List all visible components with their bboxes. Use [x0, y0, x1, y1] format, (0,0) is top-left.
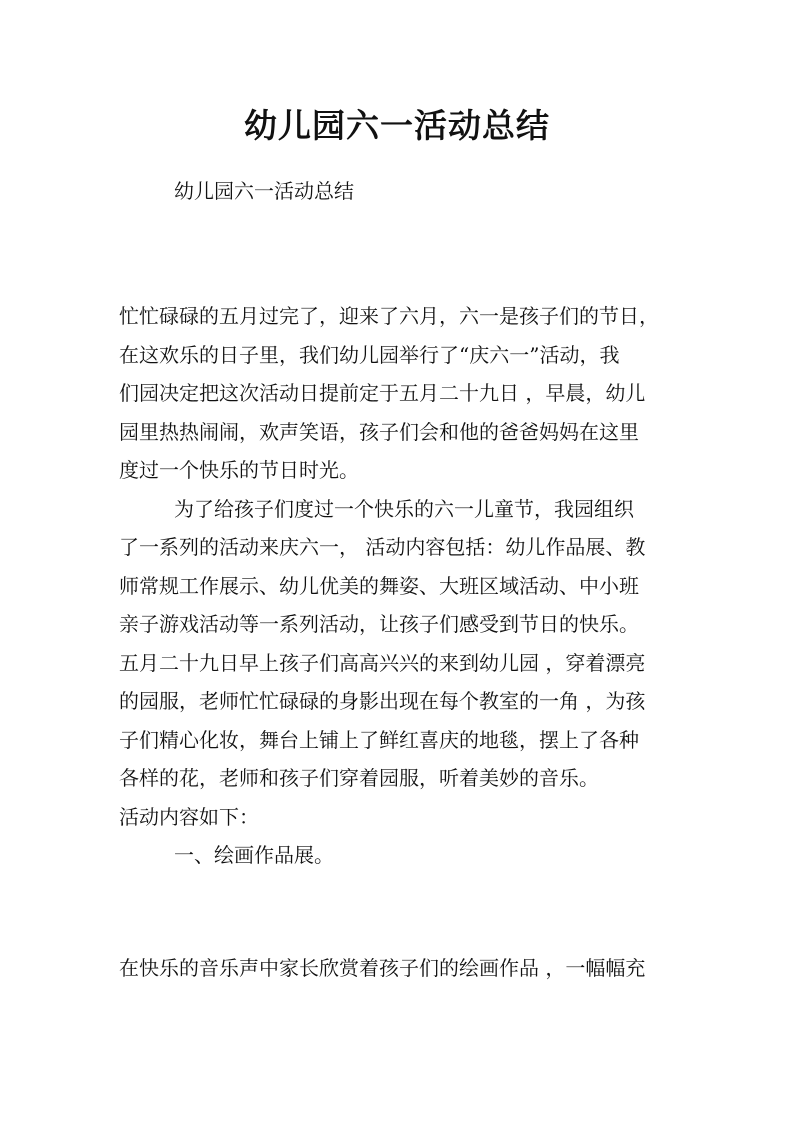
paragraph-line: 的园服，老师忙忙碌碌的身影出现在每个教室的一角 ，为孩 [119, 689, 646, 713]
paragraph-line: 园里热热闹闹，欢声笑语，孩子们会和他的爸爸妈妈在这里 [119, 419, 639, 444]
document-body [119, 297, 689, 987]
document-subtitle: 幼儿园六一活动总结 [174, 179, 354, 203]
paragraph-line: 度过一个快乐的节日时光。 [119, 458, 359, 482]
paragraph-line: 各样的花，老师和孩子们穿着园服，听着美妙的音乐。 [119, 766, 599, 790]
paragraph-line: 忙忙碌碌的五月过完了，迎来了六月，六一是孩子们的节日， [119, 304, 659, 328]
paragraph-line: 活动内容如下： [119, 804, 259, 829]
paragraph-line: 在快乐的音乐声中家长欣赏着孩子们的绘画作品 ，一幅幅充 [119, 955, 646, 980]
paragraph-line: 子们精心化妆，舞台上铺上了鲜红喜庆的地毯，摆上了各种 [119, 727, 639, 752]
paragraph-line: 亲子游戏活动等一系列活动，让孩子们感受到节日的快乐。 [119, 612, 639, 636]
section-heading: 一、绘画作品展。 [174, 843, 334, 867]
paragraph-line: 在这欢乐的日子里，我们幼儿园举行了“庆六一”活动，我 [119, 342, 620, 367]
paragraph-line: 了一系列的活动来庆六一， 活动内容包括：幼儿作品展、教 [119, 535, 646, 559]
document-title: 幼儿园六一活动总结 [244, 106, 550, 145]
paragraph-line: 五月二十九日早上孩子们高高兴兴的来到幼儿园 ，穿着漂亮 [119, 650, 646, 675]
paragraph-line: 们园决定把这次活动日提前定于五月二十九日 ，早晨，幼儿 [119, 381, 646, 405]
blank-gap [119, 875, 689, 949]
paragraph-line: 师常规工作展示、幼儿优美的舞姿、大班区域活动、中小班 [119, 573, 639, 598]
paragraph-line: 为了给孩子们度过一个快乐的六一儿童节，我园组织 [174, 496, 634, 521]
